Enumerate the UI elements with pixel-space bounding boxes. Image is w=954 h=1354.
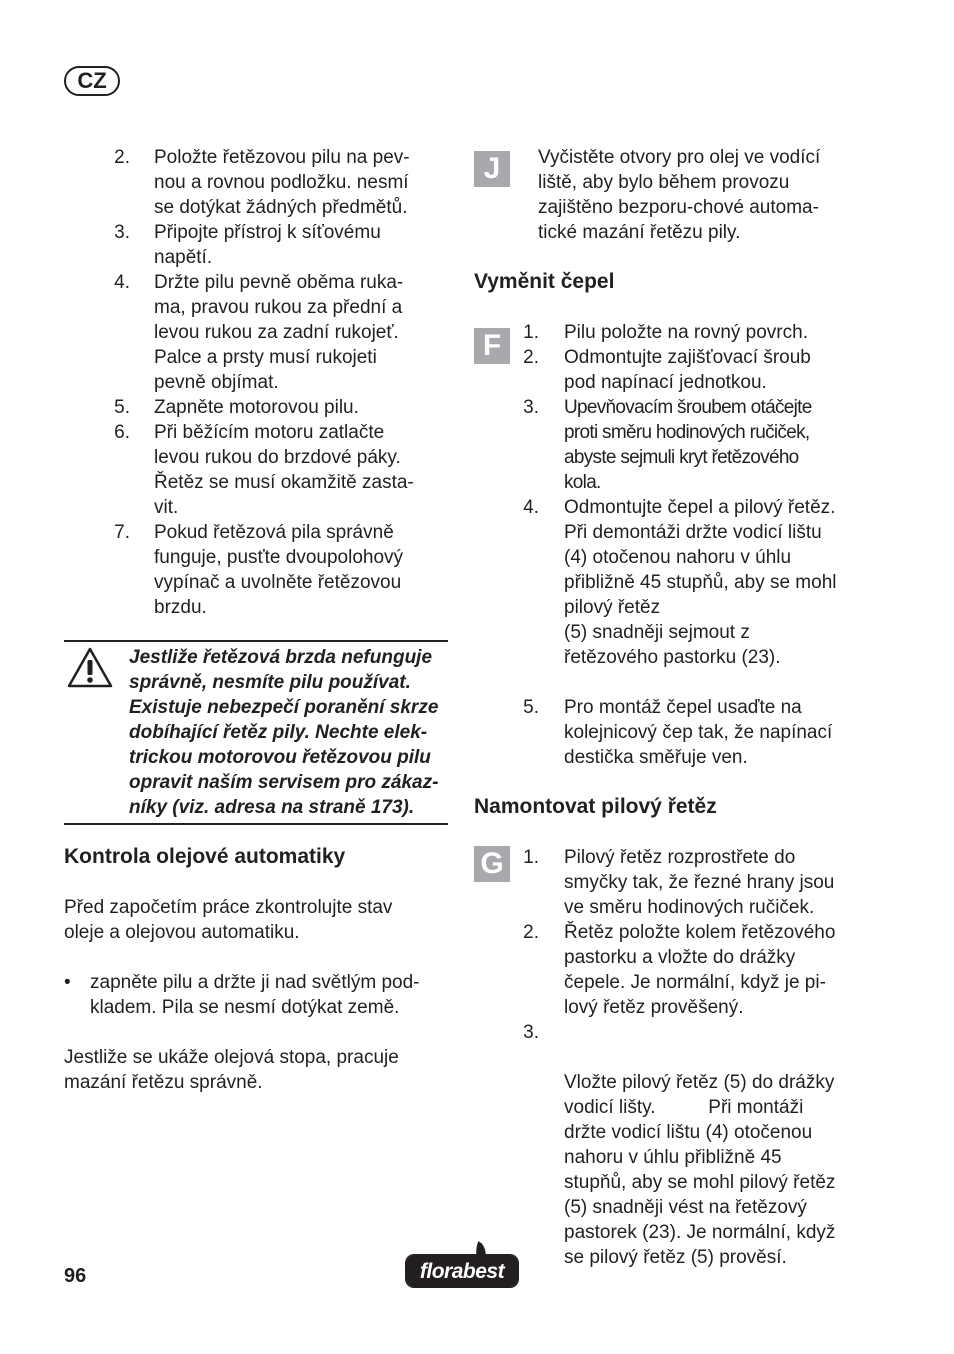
list-item-text: Odmontujte zajišťovací šroub pod napínací jednotkou. xyxy=(564,347,811,393)
list-item-text: Pilu položte na rovný povrch. xyxy=(564,322,808,343)
list-number: 2. xyxy=(114,147,130,168)
list-number: 3. xyxy=(523,397,539,418)
figure-letter-f: F xyxy=(474,328,510,364)
list-item-text: Řetěz položte kolem řetězového pastorku a vložte do drážky čepele. Je normální, když je pi- lový řetěz prověšený. xyxy=(564,922,836,1018)
j-block-text: Vyčistěte otvory pro olej ve vodící liště, aby bylo během provozu zajištěno bezporu-chové automa- tické mazání řetězu pily. xyxy=(538,147,821,243)
list-item-text: Držte pilu pevně oběma ruka- ma, pravou rukou za přední a levou rukou za zadní rukojeť. Palce a prsty musí rukojeti pevně objímat. xyxy=(154,272,404,393)
figure-letter-j: J xyxy=(474,151,510,187)
list-item-text: Při běžícím motoru zatlačte levou rukou do brzdové páky. Řetěz se musí okamžitě zasta- vit. xyxy=(154,422,414,518)
list-number: 3. xyxy=(523,1022,539,1043)
list-number: 1. xyxy=(523,847,539,868)
page-number: 96 xyxy=(64,1265,87,1287)
section-heading-chain: Namontovat pilový řetěz xyxy=(474,795,717,818)
list-number: 6. xyxy=(114,422,130,443)
section-heading-blade: Vyměnit čepel xyxy=(474,270,615,293)
list-item-text: Položte řetězovou pilu na pev- nou a rovnou podložku. nesmí se dotýkat žádných předmětů. xyxy=(154,147,410,218)
list-number: 5. xyxy=(523,697,539,718)
warning-text: Jestliže řetězová brzda nefunguje správně, nesmíte pilu používat. Existuje nebezpečí poranění skrze dobíhající řetěz pily. Nechte elek- trickou motorovou řetězovou pilu opravit naším servisem pro zákaz- níky (viz. adresa na straně 173). xyxy=(129,647,439,818)
oil-outro-text: Jestliže se ukáže olejová stopa, pracuje mazání řetězu správně. xyxy=(64,1047,399,1093)
oil-intro-text: Před započetím práce zkontrolujte stav oleje a olejovou automatiku. xyxy=(64,897,393,943)
warning-bottom-rule xyxy=(64,823,448,825)
figure-letter-g: G xyxy=(474,846,510,882)
warning-top-rule xyxy=(64,640,448,642)
warning-triangle-icon xyxy=(66,646,114,690)
list-number: 4. xyxy=(523,497,539,518)
brand-logo: florabest xyxy=(406,1255,518,1287)
list-number: 2. xyxy=(523,922,539,943)
bullet-text: zapněte pilu a držte ji nad světlým pod- kladem. Pila se nesmí dotýkat země. xyxy=(90,972,420,1018)
list-item-text: Vložte pilový řetěz (5) do drážky vodicí lišty. Při montáži držte vodicí lištu (4) otočenou nahoru v úhlu přibližně 45 stupňů, aby se mohl pilový řetěz (5) snadněji vést na řetězový pastorek (23). Je normální, když se pilový řetěz (5) prověsí. xyxy=(564,1072,836,1268)
list-number: 4. xyxy=(114,272,130,293)
list-item-text: Pilový řetěz rozprostřete do smyčky tak, že řezné hrany jsou ve směru hodinových ručiček. xyxy=(564,847,835,918)
list-item-text: Zapněte motorovou pilu. xyxy=(154,397,359,418)
list-item-text: Pro montáž čepel usaďte na kolejnicový čep tak, že napínací destička směřuje ven. xyxy=(564,697,833,768)
language-badge: CZ xyxy=(64,66,120,96)
list-number: 3. xyxy=(114,222,130,243)
list-number: 2. xyxy=(523,347,539,368)
section-heading-oil: Kontrola olejové automatiky xyxy=(64,845,346,868)
list-item-text: Pokud řetězová pila správně funguje, pusťte dvoupolohový vypínač a uvolněte řetězovou brzdu. xyxy=(154,522,404,618)
list-item-text: Odmontujte čepel a pilový řetěz. Při demontáži držte vodicí lištu (4) otočenou nahoru v úhlu přibližně 45 stupňů, aby se mohl pilový řetěz (5) snadněji sejmout z řetězového pastorku (23). xyxy=(564,497,837,668)
list-number: 1. xyxy=(523,322,539,343)
list-number: 7. xyxy=(114,522,130,543)
bullet-symbol: • xyxy=(64,972,71,993)
list-number: 5. xyxy=(114,397,130,418)
list-item-text: Připojte přístroj k síťovému napětí. xyxy=(154,222,381,268)
list-item-text: Upevňovacím šroubem otáčejte proti směru hodinových ručiček, abyste sejmuli kryt řetězového kola. xyxy=(564,397,812,493)
